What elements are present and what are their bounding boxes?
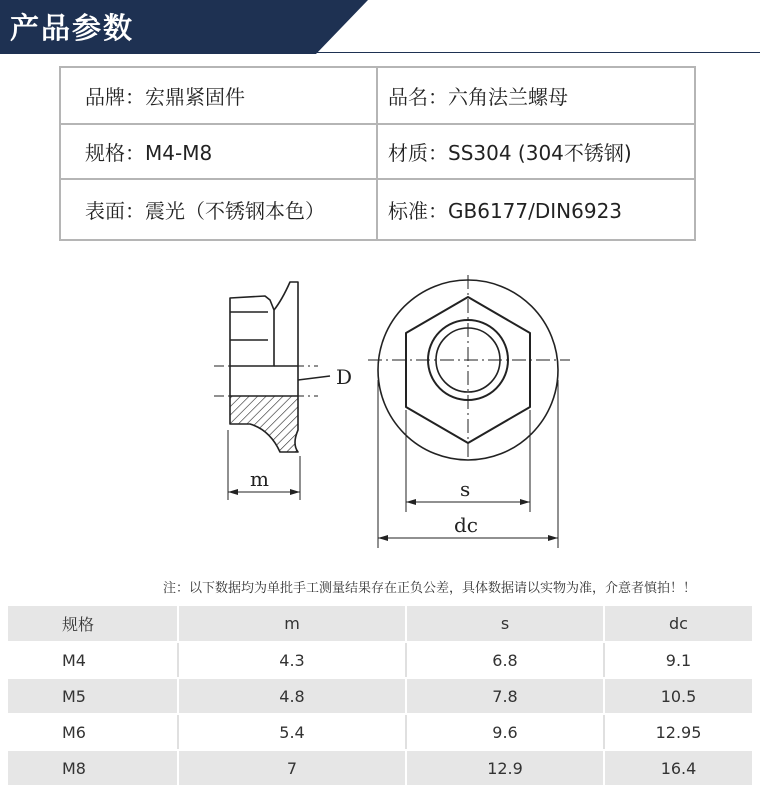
spec-surface: 表面：震光（不锈钢本色） bbox=[61, 180, 378, 239]
cell-dc: 10.5 bbox=[604, 678, 752, 714]
cell-m: 5.4 bbox=[178, 714, 406, 750]
header-cell-dc: dc bbox=[604, 606, 752, 642]
cell-size: M5 bbox=[8, 678, 178, 714]
spec-product-name: 品名：六角法兰螺母 bbox=[388, 85, 568, 109]
dimension-table bbox=[8, 606, 752, 787]
table-row bbox=[8, 750, 752, 786]
spec-brand: 品牌：宏鼎紧固件 bbox=[61, 68, 378, 123]
cell-dc: 9.1 bbox=[604, 642, 752, 678]
spec-standard: 标准：GB6177/DIN6923 bbox=[388, 199, 623, 223]
cell-m: 4.8 bbox=[178, 678, 406, 714]
page-title: 产品参数 bbox=[10, 11, 135, 45]
label-s: s bbox=[460, 477, 471, 501]
cell-s: 12.9 bbox=[406, 750, 604, 786]
spec-row bbox=[61, 180, 694, 239]
cell-s: 6.8 bbox=[406, 642, 604, 678]
table-row bbox=[8, 678, 752, 714]
table-row bbox=[8, 714, 752, 750]
cell-m: 7 bbox=[178, 750, 406, 786]
label-d: D bbox=[336, 365, 353, 389]
cell-dc: 16.4 bbox=[604, 750, 752, 786]
header-underline bbox=[300, 52, 760, 53]
header-cell-m: m bbox=[178, 606, 406, 642]
label-dc: dc bbox=[454, 513, 479, 537]
cell-size: M4 bbox=[8, 642, 178, 678]
cell-m: 4.3 bbox=[178, 642, 406, 678]
cell-size: M6 bbox=[8, 714, 178, 750]
spec-table bbox=[59, 66, 696, 241]
header-cell-s: s bbox=[406, 606, 604, 642]
cell-dc: 12.95 bbox=[604, 714, 752, 750]
label-m: m bbox=[250, 467, 269, 491]
front-view bbox=[368, 275, 570, 548]
spec-row bbox=[61, 68, 694, 125]
nut-technical-drawing bbox=[0, 250, 760, 570]
side-view bbox=[214, 282, 330, 500]
cell-size: M8 bbox=[8, 750, 178, 786]
header-cell-size: 规格 bbox=[8, 606, 178, 642]
spec-size: 规格：M4-M8 bbox=[61, 125, 378, 178]
section-header bbox=[0, 0, 760, 54]
tolerance-note: 注：以下数据均为单批手工测量结果存在正负公差，具体数据请以实物为准，介意者慎拍！！ bbox=[162, 581, 696, 596]
cell-s: 9.6 bbox=[406, 714, 604, 750]
spec-material: 材质：SS304 (304不锈钢) bbox=[388, 141, 632, 165]
table-row bbox=[8, 642, 752, 678]
table-header-row bbox=[8, 606, 752, 642]
spec-row bbox=[61, 125, 694, 180]
cell-s: 7.8 bbox=[406, 678, 604, 714]
